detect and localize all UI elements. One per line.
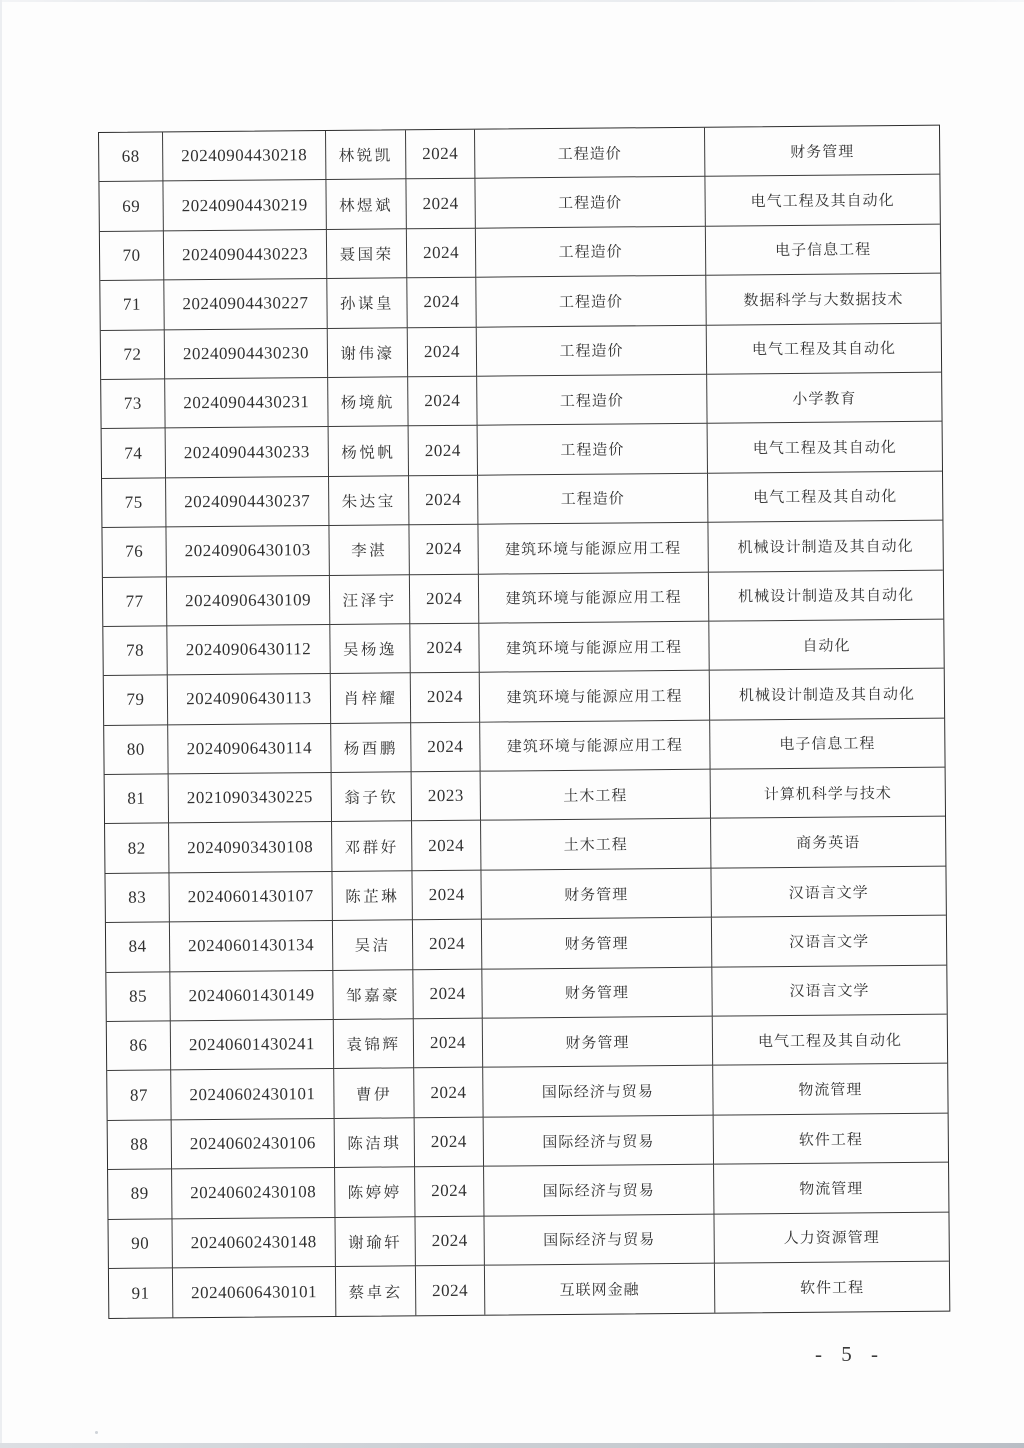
cell-year: 2024 [406, 179, 475, 229]
cell-year: 2024 [411, 673, 480, 723]
cell-major-1: 互联网金融 [485, 1264, 715, 1315]
cell-student-id: 20240602430148 [172, 1218, 335, 1269]
cell-index: 78 [103, 626, 167, 676]
cell-student-id: 20240601430149 [170, 971, 333, 1022]
table-row [100, 274, 940, 331]
cell-year: 2024 [413, 969, 482, 1019]
cell-major-1: 国际经济与贸易 [484, 1214, 714, 1265]
cell-student-id: 20240606430101 [173, 1267, 336, 1318]
cell-year: 2024 [409, 525, 478, 575]
cell-index: 86 [107, 1021, 171, 1071]
cell-index: 84 [106, 923, 170, 973]
cell-year: 2024 [410, 624, 479, 674]
cell-major-1: 工程造价 [477, 325, 707, 376]
cell-major-2: 软件工程 [800, 1280, 865, 1298]
cell-name: 谢瑜轩 [335, 1217, 415, 1267]
table-row [106, 916, 946, 973]
cell-major-2: 财务管理 [705, 126, 939, 177]
cell-name: 杨悦帆 [329, 427, 409, 477]
table-row [105, 817, 945, 874]
cell-year: 2024 [407, 228, 476, 278]
cell-major-2: 自动化 [709, 620, 943, 671]
cell-major-1: 建筑环境与能源应用工程 [480, 720, 710, 771]
table-row [107, 1015, 947, 1072]
table-row [104, 669, 944, 726]
cell-major-1: 建筑环境与能源应用工程 [480, 671, 710, 722]
cell-year: 2024 [414, 1068, 483, 1118]
cell-index: 88 [108, 1120, 172, 1170]
cell-major-1: 工程造价 [478, 473, 708, 524]
cell-name: 陈芷琳 [332, 871, 412, 921]
cell-student-id: 20240906430103 [166, 526, 329, 577]
cell-major-1: 工程造价 [475, 177, 705, 228]
cell-year: 2024 [412, 871, 481, 921]
table-row [108, 1212, 948, 1269]
cell-major-1: 建筑环境与能源应用工程 [479, 572, 709, 623]
cell-major-2: 汉语言文学 [711, 866, 945, 917]
cell-name: 曹伊 [334, 1069, 414, 1119]
cell-major-2: 物流管理 [714, 1163, 948, 1214]
cell-major-2: 计算机科学与技术 [711, 768, 945, 819]
cell-student-id: 20240601430107 [169, 872, 332, 923]
cell-index: 76 [102, 528, 166, 578]
scan-edge-left [0, 0, 2, 1448]
cell-name: 林锐凯 [326, 130, 406, 180]
student-table [98, 125, 950, 1320]
cell-index: 85 [106, 972, 170, 1022]
table-row [99, 175, 939, 232]
cell-name: 邓群好 [332, 822, 412, 872]
cell-year: 2024 [407, 278, 476, 328]
table-row [105, 866, 945, 923]
cell-year: 2024 [406, 130, 475, 180]
cell-index: 74 [102, 429, 166, 479]
cell-student-id: 20240906430112 [167, 625, 330, 676]
cell-major-2: 小学教育 [707, 373, 941, 424]
scan-edge-bottom [0, 1443, 1024, 1448]
page-number: - 5 - [815, 1342, 885, 1366]
table-row [101, 373, 941, 430]
cell-year: 2024 [413, 920, 482, 970]
cell-index: 72 [101, 330, 165, 380]
cell-student-id: 20240903430108 [169, 822, 332, 873]
cell-major-1: 工程造价 [476, 226, 706, 277]
table-body [99, 126, 949, 1319]
cell-index: 83 [105, 873, 169, 923]
cell-year: 2024 [408, 377, 477, 427]
cell-major-2: 数据科学与大数据技术 [706, 274, 940, 325]
cell-student-id: 20240904430219 [163, 180, 326, 231]
cell-name: 杨酉鹏 [331, 723, 411, 773]
cell-major-1: 财务管理 [482, 967, 712, 1018]
cell-name: 朱达宝 [329, 476, 409, 526]
cell-index: 71 [100, 281, 164, 331]
table-row [99, 126, 939, 183]
cell-name: 李湛 [329, 525, 409, 575]
table-row [105, 768, 945, 825]
cell-student-id: 20240906430109 [167, 576, 330, 627]
cell-major-1: 工程造价 [477, 375, 707, 426]
cell-student-id: 20240906430114 [168, 724, 331, 775]
cell-index: 75 [102, 478, 166, 528]
cell-name: 陈洁琪 [335, 1118, 415, 1168]
cell-name: 翁子钦 [332, 772, 412, 822]
cell-student-id: 20240602430101 [171, 1069, 334, 1120]
cell-major-1: 土木工程 [481, 819, 711, 870]
table-row [100, 224, 940, 281]
cell-name: 邹嘉豪 [333, 970, 413, 1020]
cell-major-1: 国际经济与贸易 [484, 1115, 714, 1166]
cell-student-id: 20240906430113 [168, 674, 331, 725]
cell-name: 谢伟濠 [328, 328, 408, 378]
cell-student-id: 20240904430233 [166, 427, 329, 478]
cell-major-2: 物流管理 [713, 1064, 947, 1115]
cell-student-id: 20240904430223 [164, 230, 327, 281]
cell-major-2: 电气工程及其自动化 [713, 1015, 947, 1066]
cell-student-id: 20240601430134 [170, 921, 333, 972]
cell-major-2: 商务英语 [711, 817, 945, 868]
cell-index: 68 [99, 132, 163, 182]
cell-student-id: 20240602430108 [172, 1168, 335, 1219]
cell-name: 肖梓耀 [331, 674, 411, 724]
cell-year: 2024 [415, 1216, 484, 1266]
cell-student-id: 20240601430241 [171, 1020, 334, 1071]
cell-major-1: 财务管理 [481, 869, 711, 920]
cell-year: 2024 [412, 821, 481, 871]
cell-major-2: 电气工程及其自动化 [707, 323, 941, 374]
cell-student-id: 20210903430225 [169, 773, 332, 824]
cell-major-1: 国际经济与贸易 [483, 1066, 713, 1117]
cell-major-2: 机械设计制造及其自动化 [710, 669, 944, 720]
cell-major-1: 土木工程 [481, 770, 711, 821]
cell-major-1: 建筑环境与能源应用工程 [479, 622, 709, 673]
cell-name: 陈婷婷 [335, 1167, 415, 1217]
cell-year: 2024 [415, 1117, 484, 1167]
cell-major-2: 软件工程 [714, 1113, 948, 1164]
cell-year: 2024 [409, 426, 478, 476]
cell-name: 林煜斌 [326, 180, 406, 230]
cell-major-1: 国际经济与贸易 [484, 1165, 714, 1216]
table-row [106, 965, 946, 1022]
cell-index: 81 [105, 774, 169, 824]
table-row [101, 323, 941, 380]
table-row [104, 718, 944, 775]
cell-major-2: 电子信息工程 [710, 718, 944, 769]
cell-name: 吴杨逸 [330, 624, 410, 674]
table-row [103, 620, 943, 677]
cell-student-id: 20240904430227 [164, 279, 327, 330]
cell-student-id: 20240904430230 [165, 329, 328, 380]
cell-major-1: 工程造价 [475, 128, 705, 179]
table-row [102, 422, 942, 479]
cell-major-2: 电气工程及其自动化 [708, 471, 942, 522]
cell-index: 70 [100, 231, 164, 281]
cell-year: 2024 [410, 574, 479, 624]
scan-speck [95, 1431, 98, 1434]
cell-index: 69 [99, 182, 163, 232]
cell-index: 77 [103, 577, 167, 627]
cell-year: 2023 [412, 772, 481, 822]
cell-student-id: 20240904430231 [165, 378, 328, 429]
cell-name: 蔡卓玄 [336, 1266, 416, 1316]
cell-name: 杨境航 [328, 377, 408, 427]
cell-major-2: 汉语言文学 [712, 916, 946, 967]
cell-name: 孙谋皇 [327, 278, 407, 328]
cell-index: 87 [107, 1071, 171, 1121]
cell-major-2: 人力资源管理 [714, 1212, 948, 1263]
cell-year: 2024 [414, 1019, 483, 1069]
cell-major-2: 机械设计制造及其自动化 [708, 521, 942, 572]
cell-student-id: 20240602430106 [172, 1119, 335, 1170]
scan-edge-top [0, 0, 1024, 2]
cell-year: 2024 [408, 327, 477, 377]
cell-index: 79 [104, 676, 168, 726]
cell-major-1: 财务管理 [482, 918, 712, 969]
cell-index: 91 [109, 1268, 173, 1318]
cell-major-2: 电子信息工程 [706, 224, 940, 275]
table-row [107, 1064, 947, 1121]
cell-index: 82 [105, 824, 169, 874]
cell-major-1: 建筑环境与能源应用工程 [478, 523, 708, 574]
cell-name: 汪泽宇 [330, 575, 410, 625]
table-row [108, 1163, 948, 1220]
cell-year: 2024 [411, 722, 480, 772]
table-row [103, 570, 943, 627]
cell-index: 73 [101, 379, 165, 429]
cell-index: 89 [108, 1170, 172, 1220]
cell-index: 90 [108, 1219, 172, 1269]
cell-year: 2024 [416, 1266, 485, 1316]
cell-major-2: 电气工程及其自动化 [708, 422, 942, 473]
cell-student-id: 20240904430237 [166, 477, 329, 528]
table-row [108, 1113, 948, 1170]
cell-name: 聂国荣 [327, 229, 407, 279]
cell-major-2: 汉语言文学 [712, 965, 946, 1016]
cell-major-2: 电气工程及其自动化 [705, 175, 939, 226]
cell-name: 吴洁 [333, 921, 413, 971]
cell-name: 袁锦辉 [334, 1019, 414, 1069]
cell-year: 2024 [409, 475, 478, 525]
cell-year: 2024 [415, 1167, 484, 1217]
table-row [109, 1262, 949, 1319]
cell-major-1: 工程造价 [478, 424, 708, 475]
cell-index: 80 [104, 725, 168, 775]
cell-student-id: 20240904430218 [163, 131, 326, 182]
table-row [102, 471, 942, 528]
cell-major-1: 财务管理 [483, 1017, 713, 1068]
cell-major-1: 工程造价 [476, 276, 706, 327]
table-row [102, 521, 942, 578]
cell-major-2: 机械设计制造及其自动化 [709, 570, 943, 621]
